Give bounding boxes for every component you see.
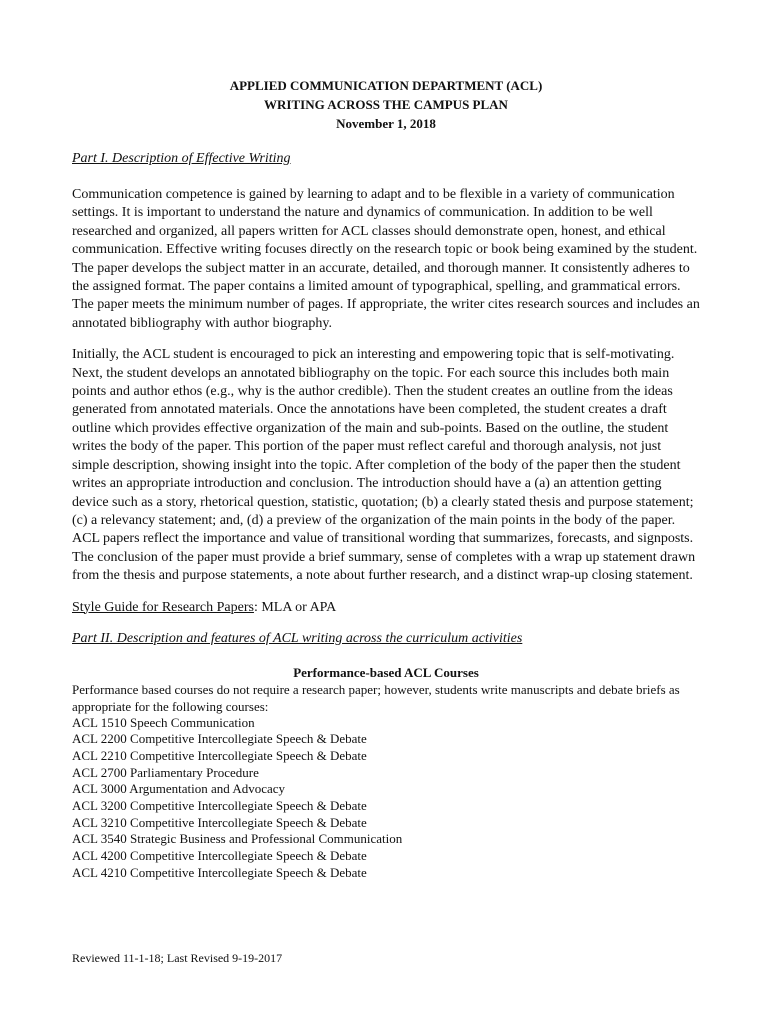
list-item: ACL 4210 Competitive Intercollegiate Speech & Debate xyxy=(72,864,367,880)
style-guide-value: : MLA or APA xyxy=(253,599,337,615)
performance-courses-heading: Performance-based ACL Courses xyxy=(293,664,479,680)
style-guide-label: Style Guide for Research Papers xyxy=(72,599,254,615)
list-item: ACL 2210 Competitive Intercollegiate Speech & Debate xyxy=(72,747,367,763)
list-item: ACL 3210 Competitive Intercollegiate Speech & Debate xyxy=(72,814,367,830)
course-list xyxy=(72,715,700,882)
performance-courses-intro: Performance based courses do not require a research paper; however, students write manuscripts and debate briefs as appropriate for the following courses: xyxy=(72,681,680,714)
list-item: ACL 1510 Speech Communication xyxy=(72,714,255,730)
list-item: ACL 2200 Competitive Intercollegiate Speech & Debate xyxy=(72,731,367,747)
plan-title: WRITING ACROSS THE CAMPUS PLAN xyxy=(264,97,508,112)
part2-title: Part II. Description and features of ACL writing across the curriculum activities xyxy=(72,630,523,646)
list-item: ACL 3000 Argumentation and Advocacy xyxy=(72,781,286,797)
footer-revision-note: Reviewed 11-1-18; Last Revised 9-19-2017 xyxy=(72,951,283,965)
part1-paragraph-1: Communication competence is gained by learning to adapt and to be flexible in a variety of communication settings. It is important to understand the nature and dynamics of communication. In addition to be well researched and organized, all papers written for ACL classes should demonstrate open, honest, and ethical communication. Effective writing focuses directly on the research topic or book being examined by the student. The paper develops the subject matter in an accurate, detailed, and thorough manner. It consistently adheres to the assigned format. The paper contains a limited amount of typographical, spelling, and grammatical errors. The paper meets the minimum number of pages. If appropriate, the writer cites research sources and includes an annotated bibliography with author biography. xyxy=(72,187,700,331)
list-item: ACL 3200 Competitive Intercollegiate Speech & Debate xyxy=(72,798,367,814)
style-guide-line xyxy=(72,598,700,617)
department-title: APPLIED COMMUNICATION DEPARTMENT (ACL) xyxy=(229,78,543,93)
list-item: ACL 2700 Parliamentary Procedure xyxy=(72,764,259,780)
document-date: November 1, 2018 xyxy=(336,116,436,131)
list-item: ACL 3540 Strategic Business and Professional Communication xyxy=(72,831,403,847)
part1-paragraph-2: Initially, the ACL student is encouraged to pick an interesting and empowering topic that is self-motivating. Next, the student develops an annotated bibliography on the topic. For each source this includes both main points and author ethos (e.g., why is the author credible). Then the student creates an outline from the ideas generated from annotated materials. Once the annotations have been completed, the student creates a draft outline which provides effective organization of the main and sub-points. Based on the outline, the student writes the body of the paper. This portion of the paper must reflect careful and thorough analysis, not just simple description, showing insight into the topic. After completion of the body of the paper then the student writes an appropriate introduction and conclusion. The introduction should have a (a) an attention getting device such as a story, rhetorical question, statistic, quotation; (b) a clearly stated thesis and purpose statement; (c) a relevancy statement; and, (d) a preview of the organization of the main points in the body of the paper. ACL papers reflect the importance and value of transitional wording that summarizes, forecasts, and signposts. The conclusion of the paper must provide a brief summary, sense of completes with a wrap up statement drawn from the thesis and purpose statements, a note about further research, and a distinct wrap-up closing statement. xyxy=(72,347,696,584)
document-header xyxy=(72,76,700,133)
list-item: ACL 4200 Competitive Intercollegiate Speech & Debate xyxy=(72,848,367,864)
document-page xyxy=(72,76,700,882)
part1-title: Part I. Description of Effective Writing xyxy=(72,151,291,166)
